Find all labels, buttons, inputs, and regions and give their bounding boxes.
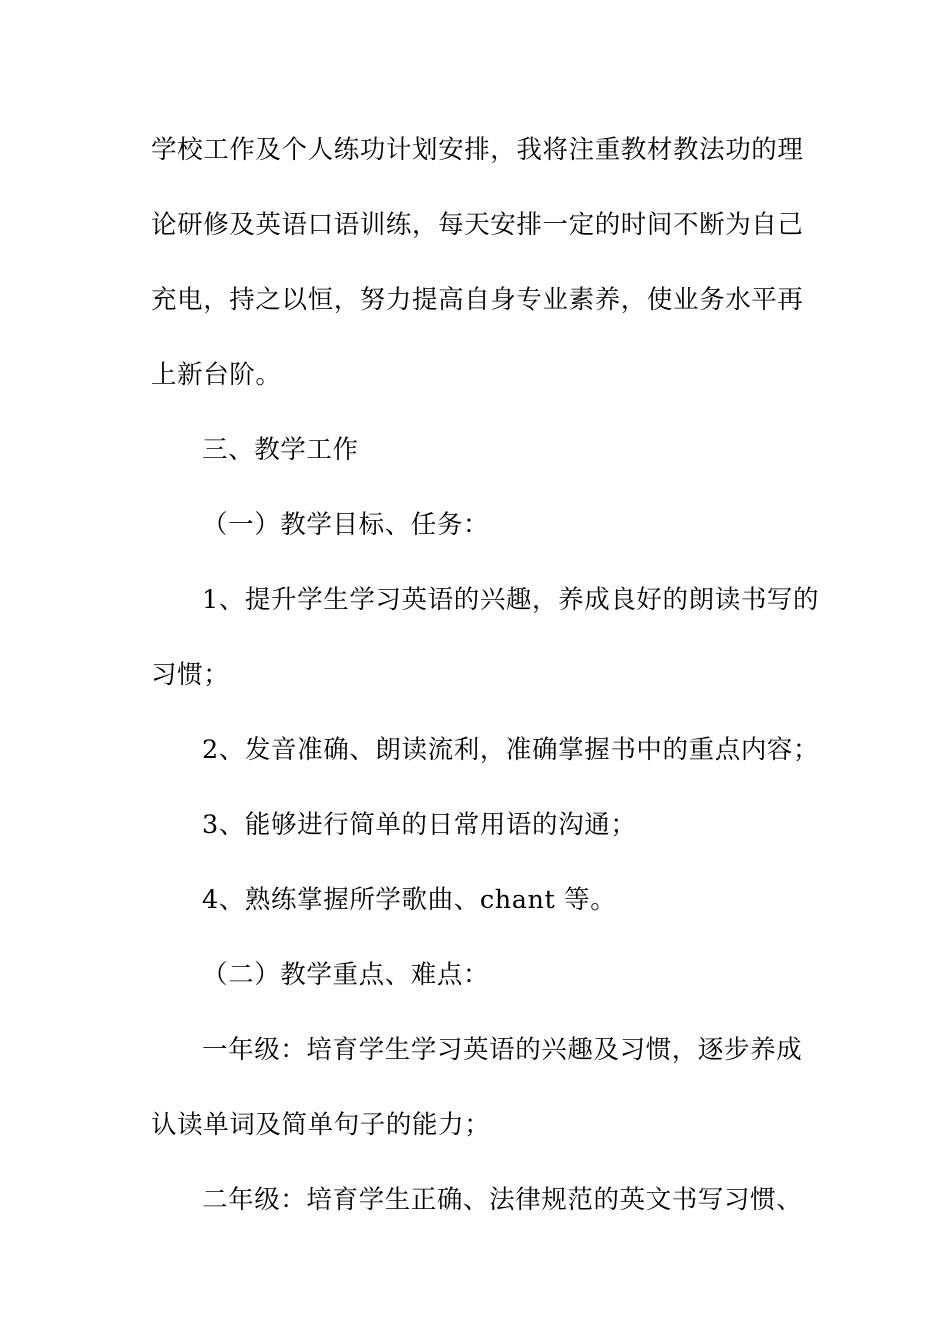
paragraph-line: 一年级：培育学生学习英语的兴趣及习惯，逐步养成 <box>202 1035 803 1065</box>
paragraph-line: 学校工作及个人练功计划安排，我将注重教材教法功的理 <box>151 135 804 165</box>
subsection-heading: （二）教学重点、难点： <box>202 960 490 990</box>
list-item-line: 习惯； <box>151 660 230 690</box>
paragraph-line: 二年级：培育学生正确、法律规范的英文书写习惯、 <box>202 1185 803 1215</box>
list-item-line: 3、能够进行简单的日常用语的沟通； <box>202 810 637 840</box>
list-item-line: 2、发音准确、朗读流利，准确掌握书中的重点内容； <box>202 735 820 765</box>
section-heading: 三、教学工作 <box>202 435 359 465</box>
subsection-heading: （一）教学目标、任务： <box>202 510 490 540</box>
paragraph-line: 充电，持之以恒，努力提高自身专业素养，使业务水平再 <box>151 285 804 315</box>
list-item-line: 4、熟练掌握所学歌曲、chant 等。 <box>202 885 617 915</box>
paragraph-line: 认读单词及简单句子的能力； <box>151 1110 491 1140</box>
paragraph-line: 论研修及英语口语训练，每天安排一定的时间不断为自己 <box>151 210 804 240</box>
paragraph-line: 上新台阶。 <box>151 360 282 390</box>
list-item-line: 1、提升学生学习英语的兴趣，养成良好的朗读书写的 <box>202 585 820 615</box>
